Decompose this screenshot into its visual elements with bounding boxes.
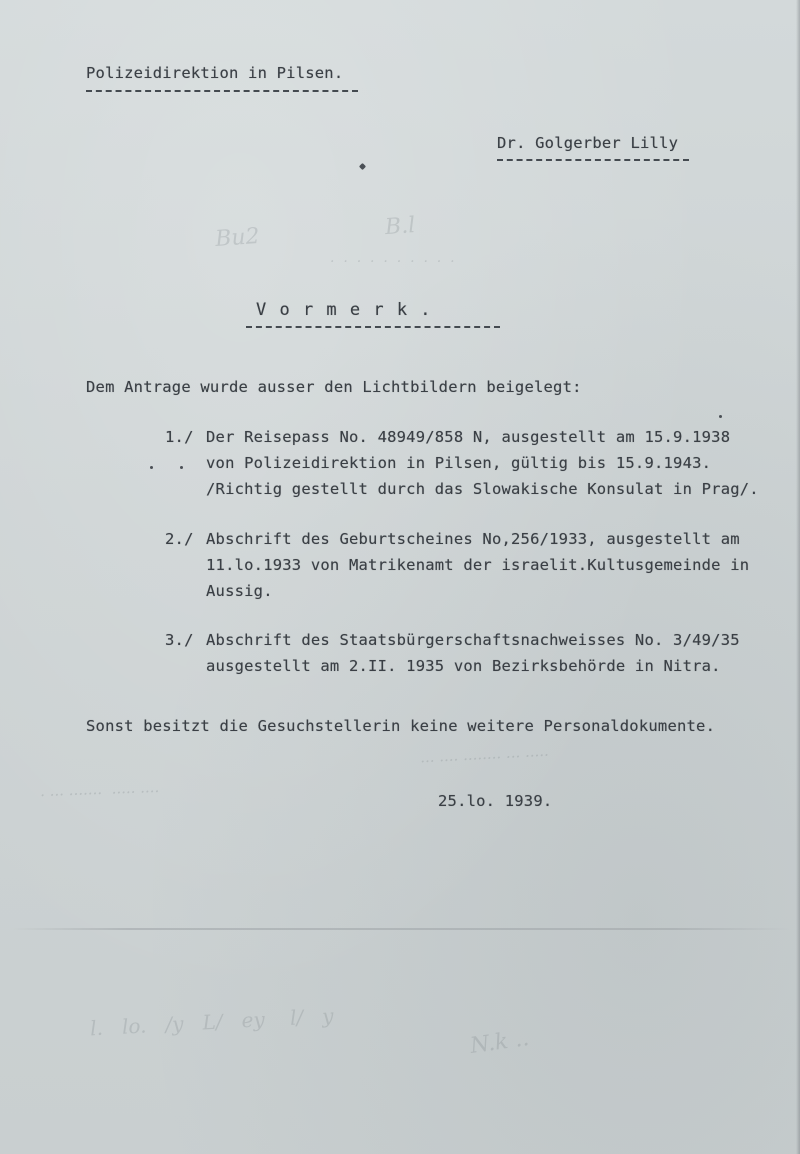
item-number: 3./ <box>165 631 194 649</box>
document-date: 25.lo. 1939. <box>438 792 553 810</box>
item-line: 11.lo.1933 von Matrikenamt der israelit.Kultusgemeinde in <box>206 556 750 574</box>
paper-edge <box>796 0 800 1154</box>
item-line: ausgestellt am 2.II. 1935 von Bezirksbehörde in Nitra. <box>206 657 721 675</box>
bleed-through-mark: . . . . . . . . . . <box>330 250 455 266</box>
stray-dot <box>180 466 183 469</box>
stray-dot <box>150 466 153 469</box>
bleed-through-mark: Bu2 B.l <box>214 213 417 252</box>
bleed-through-mark: . ... ....... ..... .... <box>39 777 160 801</box>
authority-heading: Polizeidirektion in Pilsen. <box>86 64 344 82</box>
item-number: 1./ <box>165 428 194 446</box>
stray-dot <box>719 415 722 418</box>
bleed-through-mark: ... .... ........ ... ..... <box>419 741 550 767</box>
item-line: Abschrift des Staatsbürgerschaftsnachweisses No. 3/49/35 <box>206 631 740 649</box>
intro-text: Dem Antrage wurde ausser den Lichtbildern beigelegt: <box>86 378 582 396</box>
item-line: von Polizeidirektion in Pilsen, gültig bis 15.9.1943. <box>206 454 712 472</box>
subject-name: Dr. Golgerber Lilly <box>497 134 679 152</box>
bleed-through-mark: l. lo. /y L/ ey l/ y <box>89 1003 335 1041</box>
item-line: Aussig. <box>206 582 273 600</box>
paper-fold-line <box>10 928 790 930</box>
item-line: Abschrift des Geburtscheines No,256/1933, ausgestellt am <box>206 530 740 548</box>
authority-underline <box>86 90 358 92</box>
item-line: Der Reisepass No. 48949/858 N, ausgestellt am 15.9.1938 <box>206 428 731 446</box>
tick-mark <box>359 163 366 170</box>
title-underline <box>246 326 500 328</box>
closing-statement: Sonst besitzt die Gesuchstellerin keine weitere Personaldokumente. <box>86 717 716 735</box>
document-title: V o r m e r k . <box>256 300 433 320</box>
bleed-through-mark: N.k .. <box>468 1026 531 1059</box>
subject-underline <box>497 159 689 161</box>
item-number: 2./ <box>165 530 194 548</box>
item-line: /Richtig gestellt durch das Slowakische Konsulat in Prag/. <box>206 480 759 498</box>
